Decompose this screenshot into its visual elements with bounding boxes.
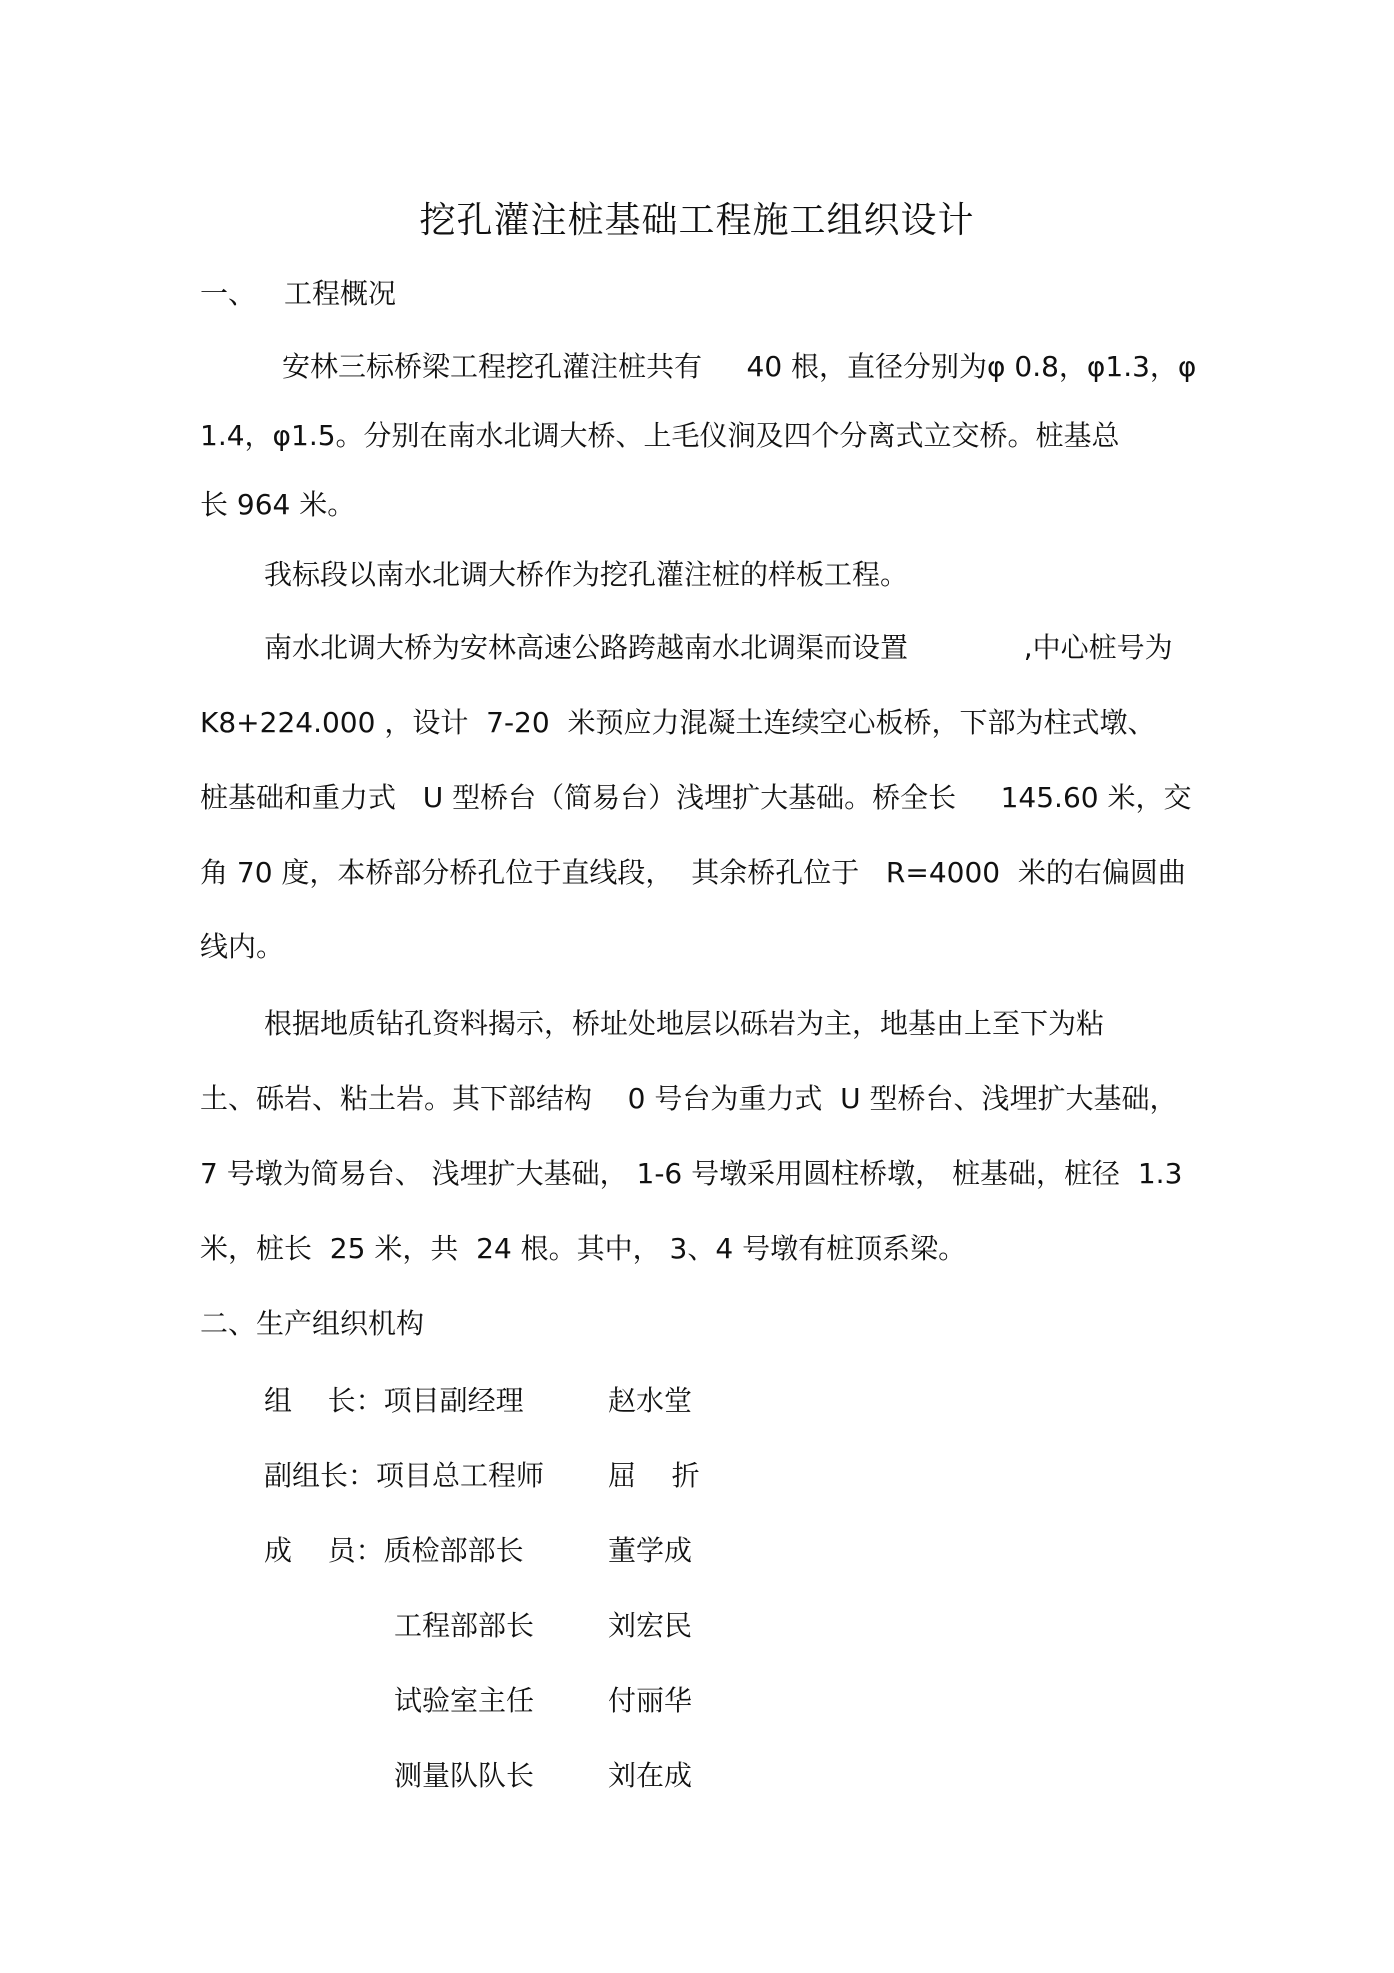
paragraph-line: 线内。 [200,930,285,963]
paragraph-line: 南水北调大桥为安林高速公路跨越南水北调渠而设置 ,中心桩号为 [264,631,1173,664]
paragraph-line: 桩基础和重力式 U 型桥台（简易台）浅埋扩大基础。桥全长 145.60 米，交 [200,781,1192,814]
org-role: 成 员：质检部部长 [264,1534,524,1567]
org-name: 刘在成 [608,1759,693,1792]
org-name: 屈 折 [608,1459,700,1492]
paragraph-line: 长 964 米。 [200,488,356,521]
paragraph-line: 根据地质钻孔资料揭示，桥址处地层以砾岩为主，地基由上至下为粘 [264,1007,1105,1040]
org-name: 付丽华 [608,1684,693,1717]
org-role: 组 长：项目副经理 [264,1384,524,1417]
org-role: 试验室主任 [394,1684,535,1717]
paragraph-line: 米，桩长 25 米，共 24 根。其中， 3、4 号墩有桩顶系梁。 [200,1232,967,1265]
section-number: 一、 [200,277,257,310]
document-title: 挖孔灌注桩基础工程施工组织设计 [419,200,975,241]
paragraph-line: 7 号墩为简易台、 浅埋扩大基础， 1-6 号墩采用圆柱桥墩， 桩基础，桩径 1.3 [200,1157,1183,1190]
section-heading: 工程概况 [284,277,397,310]
paragraph-line: 我标段以南水北调大桥作为挖孔灌注桩的样板工程。 [264,558,909,591]
org-role: 副组长：项目总工程师 [264,1459,545,1492]
paragraph-line: 角 70 度，本桥部分桥孔位于直线段， 其余桥孔位于 R=4000 米的右偏圆曲 [200,856,1186,889]
paragraph-line: 1.4，φ1.5。分别在南水北调大桥、上毛仪涧及四个分离式立交桥。桩基总 [200,419,1120,452]
paragraph-line: 土、砾岩、粘土岩。其下部结构 0 号台为重力式 U 型桥台、浅埋扩大基础， [200,1082,1178,1115]
org-role: 工程部部长 [394,1609,535,1642]
org-name: 赵水堂 [608,1384,693,1417]
paragraph-line: 安林三标桥梁工程挖孔灌注桩共有 40 根，直径分别为φ 0.8，φ1.3，φ [282,350,1197,383]
org-name: 刘宏民 [608,1609,693,1642]
org-name: 董学成 [608,1534,693,1567]
org-role: 测量队队长 [394,1759,535,1792]
section-heading: 二、生产组织机构 [200,1307,425,1340]
paragraph-line: K8+224.000 ，设计 7-20 米预应力混凝土连续空心板桥，下部为柱式墩、 [200,706,1156,739]
